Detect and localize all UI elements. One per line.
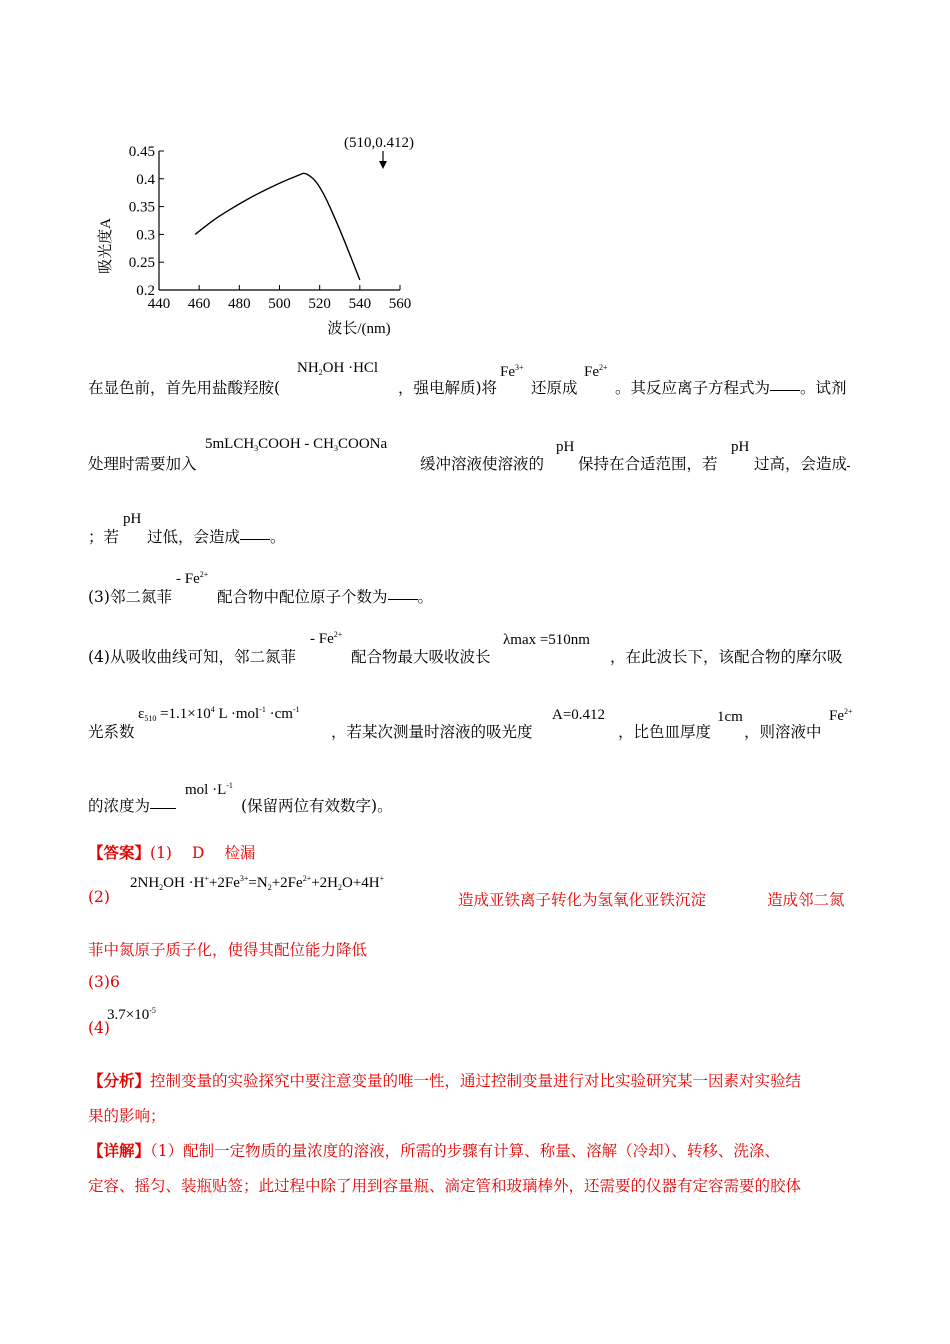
q2-text-h: 过高，会造成	[754, 452, 850, 474]
answer-blank[interactable]	[150, 807, 176, 809]
q4-text-i: (保留两位有效数字)。	[241, 797, 393, 815]
hydroxylamine-formula: $NH_2OH \cdot HCl$	[297, 360, 379, 377]
fe2-ion: $Fe^{2+}$	[584, 363, 608, 380]
x-tick-label: 460	[187, 296, 211, 312]
concentration-unit: mol $\cdot L^{-1}$	[185, 781, 233, 798]
x-tick-label: 560	[388, 296, 412, 312]
q2-text-d: 。其反应离子方程式为 。试剂	[615, 379, 847, 397]
q3-text-b: 配合物中配位原子个数为 。	[217, 588, 434, 606]
answer-blank[interactable]	[388, 598, 418, 600]
x-tick-label: 500	[268, 296, 291, 312]
analysis-line1: 【分析】控制变量的实验探究中要注意变量的唯一性，通过控制变量进行对比实验研究某一因素对实验结	[88, 1071, 802, 1090]
answer-2-num: (2)	[88, 888, 110, 906]
q4-text-c: ，在此波长下，该配合物的摩尔吸	[610, 648, 843, 666]
q4-text-g: ，则溶液中	[744, 723, 822, 741]
x-tick-label: 540	[348, 296, 372, 312]
y-axis-label: 吸光度A	[98, 218, 114, 274]
q2-text-j: 过低，会造成 。	[147, 528, 286, 546]
x-tick-label: 520	[308, 296, 331, 312]
reaction-equation: $2NH_2OH \cdot H^++2Fe^{3+}=N_2+2Fe^{2+}+2H_2O+4H^+$	[130, 874, 385, 892]
answer-2-d: 菲中氮原子质子化，使得其配位能力降低	[88, 941, 368, 959]
answer-blank[interactable]	[847, 465, 850, 467]
phen-fe-complex-2: - $Fe^{2+}$	[310, 630, 343, 647]
answer-1-extra: 检漏	[224, 844, 256, 862]
answer-1-num: (1)	[150, 844, 172, 862]
q4-text-d: 光系数	[88, 723, 135, 741]
detail-line2: 定容、摇匀、装瓶贴签；此过程中除了用到容量瓶、滴定管和玻璃棒外，还需要的仪器有定容需要的胶体	[88, 1177, 802, 1195]
x-tick-label: 480	[228, 296, 251, 312]
y-tick-label: 0.35	[128, 199, 155, 216]
x-axis-label: 波长/(nm)	[327, 321, 391, 337]
q4-text-h: 的浓度为	[88, 794, 176, 816]
q2-text-g: 保持在合适范围，若	[578, 455, 718, 473]
molar-absorptivity: $\varepsilon_{510} =1.1\times 10^4$ $L \cdot mol^{-1} \cdot cm^{-1}$	[138, 705, 300, 723]
answer-label: 【答案】	[88, 843, 151, 862]
q4-text-e: ，若某次测量时溶液的吸光度	[331, 723, 533, 741]
q2-text-c: 还原成	[531, 379, 578, 397]
q2-line1	[88, 376, 280, 398]
q3-text-a: (3)邻二氮菲	[88, 588, 172, 606]
phen-fe-complex: - $Fe^{2+}$	[176, 570, 209, 587]
lambda-max: λmax =510nm	[503, 632, 590, 648]
analysis-line2: 果的影响；	[88, 1107, 166, 1125]
absorbance-curve	[195, 173, 360, 280]
buffer-formula: 5mLCH$_3$COOH - $CH_3COONa$	[205, 436, 388, 453]
ph-symbol: pH	[556, 439, 575, 455]
q4-text-a: (4)从吸收曲线可知，邻二氮菲	[88, 648, 296, 666]
fe3-ion: $Fe^{3+}$	[500, 363, 524, 380]
y-tick-label: 0.3	[136, 227, 155, 244]
chart-axes	[159, 151, 400, 290]
detail-line1: 【详解】（1）配制一定物质的量浓度的溶液，所需的步骤有计算、称量、溶解（冷却）、转移、洗涤、	[88, 1141, 780, 1160]
q2-text-b: ，强电解质)将	[398, 379, 498, 397]
answer-2-b: 造成亚铁离子转化为氢氧化亚铁沉淀	[458, 891, 707, 909]
q2-text-e: 处理时需要加入	[88, 455, 197, 473]
answer-4-value: $3.7\times 10^{-5}$	[107, 1006, 156, 1023]
q2-text-f: 缓冲溶液使溶液的	[420, 455, 545, 473]
chart-ticks	[129, 144, 412, 312]
peak-arrowhead-icon	[379, 161, 387, 169]
answer-1-value: D	[191, 844, 205, 862]
peak-annotation: (510,0.412)	[344, 135, 414, 151]
y-tick-label: 0.4	[136, 171, 155, 188]
detail-label: 【详解】	[88, 1141, 151, 1160]
ph-symbol-3: pH	[123, 511, 142, 527]
y-tick-label: 0.25	[128, 255, 155, 272]
analysis-label: 【分析】	[88, 1071, 151, 1090]
fe2-ion-2: $Fe^{2+}$	[829, 707, 853, 724]
q4-text-b: 配合物最大吸收波长	[351, 648, 491, 666]
absorbance-value: A=0.412	[552, 707, 606, 723]
answer-line1	[88, 841, 255, 863]
x-tick-label: 440	[147, 296, 171, 312]
q2-text-a: 在显色前，首先用盐酸羟胺(	[88, 379, 281, 397]
absorbance-chart	[80, 128, 500, 338]
answer-3: (3)6	[88, 973, 120, 991]
y-tick-label: 0.2	[136, 283, 155, 299]
cuvette-thickness: 1cm	[717, 709, 743, 725]
q2-text-i: ；若	[88, 528, 120, 546]
answer-blank[interactable]	[770, 389, 800, 391]
answer-blank[interactable]	[240, 538, 270, 540]
answer-2-c: 造成邻二氮	[767, 891, 845, 909]
answer-4-num: (4)	[88, 1019, 110, 1037]
ph-symbol-2: pH	[731, 439, 750, 455]
q4-text-f: ，比色皿厚度	[618, 723, 712, 741]
y-tick-label: 0.45	[128, 144, 155, 160]
